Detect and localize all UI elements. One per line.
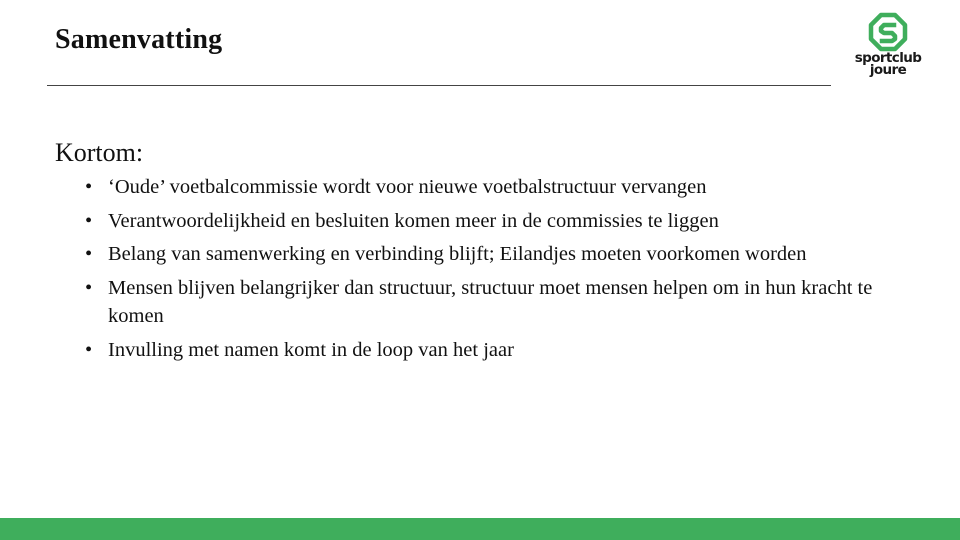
logo-text-line2: joure xyxy=(869,62,907,78)
bullet-marker: • xyxy=(85,209,93,232)
list-item-text: Belang van samenwerking en verbinding blijft; Eilandjes moeten voorkomen worden xyxy=(108,243,807,265)
bullet-marker: • xyxy=(85,276,93,299)
list-item xyxy=(85,336,885,365)
bullet-marker: • xyxy=(85,176,93,198)
list-item-text: Verantwoordelijkheid en besluiten komen meer in de commissies te liggen xyxy=(108,209,719,232)
bullet-marker: • xyxy=(85,338,93,361)
title-divider xyxy=(47,85,831,86)
footer-bar xyxy=(0,518,960,540)
list-item xyxy=(85,274,885,331)
sportclub-joure-logo xyxy=(853,12,923,84)
section-heading: Kortom: xyxy=(55,138,144,167)
logo-text-line1: sportclub xyxy=(854,50,922,66)
bullet-list xyxy=(85,173,885,369)
list-item xyxy=(85,173,885,202)
list-item-text: Invulling met namen komt in de loop van het jaar xyxy=(108,338,514,361)
list-item xyxy=(85,207,885,236)
sportclub-joure-logo-icon xyxy=(868,12,908,52)
bullet-marker: • xyxy=(85,243,93,265)
list-item xyxy=(85,240,885,269)
slide-title: Samenvatting xyxy=(55,24,223,55)
list-item-text: ‘Oude’ voetbalcommissie wordt voor nieuwe voetbalstructuur vervangen xyxy=(108,176,707,198)
list-item-text: Mensen blijven belangrijker dan structuur, structuur moet mensen helpen om in hun kracht te komen xyxy=(108,276,873,327)
